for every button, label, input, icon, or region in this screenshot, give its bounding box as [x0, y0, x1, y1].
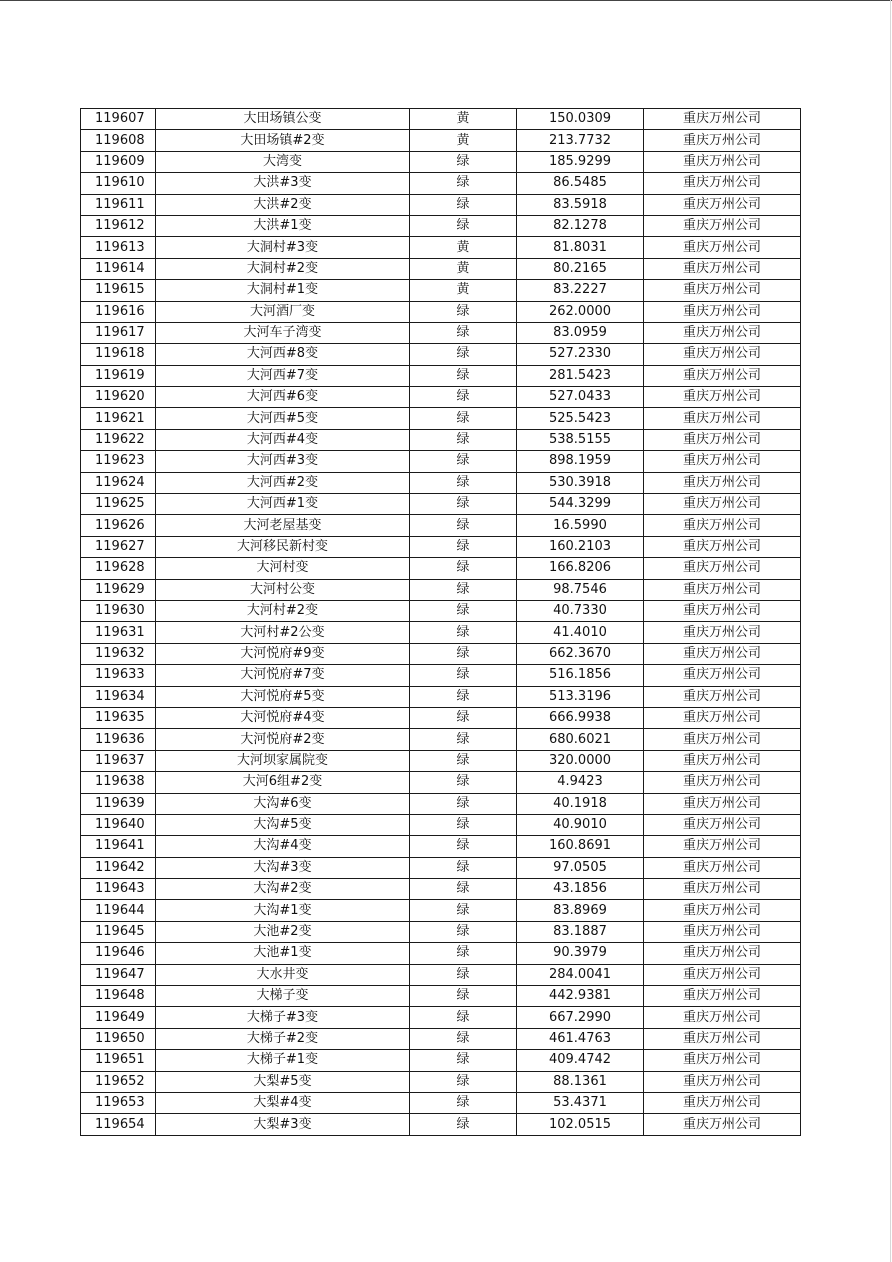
cell-name: 大河老屋基变 — [156, 515, 410, 536]
table-row — [81, 943, 801, 964]
cell-level: 绿 — [410, 1028, 517, 1049]
cell-id: 119613 — [81, 237, 156, 258]
cell-company: 重庆万州公司 — [644, 1007, 801, 1028]
cell-name: 大河西#1变 — [156, 494, 410, 515]
cell-level: 绿 — [410, 515, 517, 536]
table-row — [81, 686, 801, 707]
cell-id: 119607 — [81, 109, 156, 130]
cell-value: 667.2990 — [517, 1007, 644, 1028]
table-row — [81, 408, 801, 429]
page-edge-rule — [890, 0, 891, 1262]
cell-company: 重庆万州公司 — [644, 1114, 801, 1135]
cell-company: 重庆万州公司 — [644, 600, 801, 621]
cell-company: 重庆万州公司 — [644, 943, 801, 964]
cell-name: 大洞村#3变 — [156, 237, 410, 258]
cell-name: 大河悦府#9变 — [156, 643, 410, 664]
cell-name: 大沟#1变 — [156, 900, 410, 921]
table-row — [81, 558, 801, 579]
cell-company: 重庆万州公司 — [644, 215, 801, 236]
table-row — [81, 344, 801, 365]
table-row — [81, 173, 801, 194]
cell-level: 绿 — [410, 921, 517, 942]
cell-value: 538.5155 — [517, 429, 644, 450]
cell-company: 重庆万州公司 — [644, 558, 801, 579]
cell-company: 重庆万州公司 — [644, 921, 801, 942]
cell-id: 119615 — [81, 280, 156, 301]
cell-value: 525.5423 — [517, 408, 644, 429]
cell-name: 大洞村#1变 — [156, 280, 410, 301]
cell-id: 119646 — [81, 943, 156, 964]
table-row — [81, 793, 801, 814]
table-row — [81, 814, 801, 835]
table-row — [81, 579, 801, 600]
cell-id: 119628 — [81, 558, 156, 579]
cell-company: 重庆万州公司 — [644, 451, 801, 472]
cell-value: 513.3196 — [517, 686, 644, 707]
cell-value: 150.0309 — [517, 109, 644, 130]
cell-value: 41.4010 — [517, 622, 644, 643]
cell-level: 绿 — [410, 344, 517, 365]
cell-id: 119614 — [81, 258, 156, 279]
cell-name: 大河坝家属院变 — [156, 750, 410, 771]
cell-id: 119621 — [81, 408, 156, 429]
cell-id: 119642 — [81, 857, 156, 878]
cell-name: 大梨#3变 — [156, 1114, 410, 1135]
cell-name: 大梯子#2变 — [156, 1028, 410, 1049]
cell-level: 绿 — [410, 194, 517, 215]
cell-id: 119616 — [81, 301, 156, 322]
cell-id: 119620 — [81, 387, 156, 408]
cell-company: 重庆万州公司 — [644, 857, 801, 878]
cell-name: 大梯子变 — [156, 986, 410, 1007]
cell-name: 大河西#2变 — [156, 472, 410, 493]
cell-name: 大河悦府#7变 — [156, 665, 410, 686]
cell-level: 绿 — [410, 387, 517, 408]
cell-id: 119629 — [81, 579, 156, 600]
cell-company: 重庆万州公司 — [644, 194, 801, 215]
table-row — [81, 665, 801, 686]
cell-level: 绿 — [410, 665, 517, 686]
cell-name: 大河西#7变 — [156, 365, 410, 386]
cell-value: 461.4763 — [517, 1028, 644, 1049]
cell-value: 82.1278 — [517, 215, 644, 236]
cell-id: 119627 — [81, 536, 156, 557]
cell-id: 119654 — [81, 1114, 156, 1135]
cell-value: 86.5485 — [517, 173, 644, 194]
table-row — [81, 130, 801, 151]
table-row — [81, 729, 801, 750]
table-row — [81, 836, 801, 857]
cell-id: 119611 — [81, 194, 156, 215]
cell-name: 大梨#4变 — [156, 1092, 410, 1113]
cell-id: 119649 — [81, 1007, 156, 1028]
table-row — [81, 301, 801, 322]
cell-name: 大河村#2公变 — [156, 622, 410, 643]
cell-level: 绿 — [410, 750, 517, 771]
cell-id: 119644 — [81, 900, 156, 921]
cell-level: 绿 — [410, 986, 517, 1007]
cell-id: 119609 — [81, 151, 156, 172]
cell-id: 119647 — [81, 964, 156, 985]
cell-value: 83.5918 — [517, 194, 644, 215]
cell-name: 大田场镇公变 — [156, 109, 410, 130]
cell-name: 大河悦府#4变 — [156, 707, 410, 728]
cell-value: 213.7732 — [517, 130, 644, 151]
cell-name: 大河西#8变 — [156, 344, 410, 365]
cell-company: 重庆万州公司 — [644, 686, 801, 707]
cell-id: 119641 — [81, 836, 156, 857]
cell-company: 重庆万州公司 — [644, 1071, 801, 1092]
cell-company: 重庆万州公司 — [644, 429, 801, 450]
cell-name: 大梯子#1变 — [156, 1050, 410, 1071]
table-row — [81, 387, 801, 408]
cell-level: 绿 — [410, 793, 517, 814]
table-row — [81, 1114, 801, 1135]
cell-level: 绿 — [410, 964, 517, 985]
cell-id: 119638 — [81, 772, 156, 793]
cell-name: 大河西#3变 — [156, 451, 410, 472]
cell-company: 重庆万州公司 — [644, 515, 801, 536]
table-row — [81, 1092, 801, 1113]
cell-id: 119622 — [81, 429, 156, 450]
table-row — [81, 1007, 801, 1028]
cell-name: 大梨#5变 — [156, 1071, 410, 1092]
table-row — [81, 494, 801, 515]
cell-value: 409.4742 — [517, 1050, 644, 1071]
cell-value: 527.2330 — [517, 344, 644, 365]
cell-value: 160.8691 — [517, 836, 644, 857]
cell-company: 重庆万州公司 — [644, 665, 801, 686]
cell-id: 119652 — [81, 1071, 156, 1092]
cell-level: 绿 — [410, 900, 517, 921]
cell-level: 绿 — [410, 1071, 517, 1092]
cell-value: 166.8206 — [517, 558, 644, 579]
cell-company: 重庆万州公司 — [644, 237, 801, 258]
cell-company: 重庆万州公司 — [644, 772, 801, 793]
cell-company: 重庆万州公司 — [644, 387, 801, 408]
cell-name: 大洪#1变 — [156, 215, 410, 236]
cell-company: 重庆万州公司 — [644, 900, 801, 921]
table-row — [81, 109, 801, 130]
cell-value: 185.9299 — [517, 151, 644, 172]
cell-company: 重庆万州公司 — [644, 173, 801, 194]
cell-value: 40.9010 — [517, 814, 644, 835]
cell-value: 530.3918 — [517, 472, 644, 493]
cell-id: 119634 — [81, 686, 156, 707]
cell-level: 绿 — [410, 643, 517, 664]
cell-company: 重庆万州公司 — [644, 301, 801, 322]
table-row — [81, 1028, 801, 1049]
cell-value: 284.0041 — [517, 964, 644, 985]
cell-id: 119650 — [81, 1028, 156, 1049]
cell-level: 绿 — [410, 707, 517, 728]
cell-value: 83.0959 — [517, 322, 644, 343]
cell-value: 83.2227 — [517, 280, 644, 301]
cell-level: 绿 — [410, 857, 517, 878]
cell-id: 119645 — [81, 921, 156, 942]
cell-value: 320.0000 — [517, 750, 644, 771]
cell-name: 大河村变 — [156, 558, 410, 579]
cell-company: 重庆万州公司 — [644, 151, 801, 172]
cell-id: 119639 — [81, 793, 156, 814]
cell-name: 大河西#6变 — [156, 387, 410, 408]
cell-company: 重庆万州公司 — [644, 130, 801, 151]
cell-id: 119653 — [81, 1092, 156, 1113]
cell-level: 绿 — [410, 301, 517, 322]
table-row — [81, 879, 801, 900]
cell-value: 666.9938 — [517, 707, 644, 728]
cell-id: 119635 — [81, 707, 156, 728]
cell-name: 大沟#4变 — [156, 836, 410, 857]
cell-company: 重庆万州公司 — [644, 1050, 801, 1071]
cell-name: 大沟#6变 — [156, 793, 410, 814]
cell-level: 绿 — [410, 1050, 517, 1071]
cell-level: 绿 — [410, 879, 517, 900]
cell-level: 绿 — [410, 536, 517, 557]
cell-name: 大河6组#2变 — [156, 772, 410, 793]
cell-company: 重庆万州公司 — [644, 879, 801, 900]
cell-level: 黄 — [410, 280, 517, 301]
cell-value: 81.8031 — [517, 237, 644, 258]
cell-name: 大沟#5变 — [156, 814, 410, 835]
cell-id: 119619 — [81, 365, 156, 386]
cell-name: 大河西#4变 — [156, 429, 410, 450]
table-row — [81, 472, 801, 493]
cell-id: 119640 — [81, 814, 156, 835]
table-row — [81, 151, 801, 172]
cell-value: 40.1918 — [517, 793, 644, 814]
cell-name: 大河酒厂变 — [156, 301, 410, 322]
cell-company: 重庆万州公司 — [644, 579, 801, 600]
cell-company: 重庆万州公司 — [644, 793, 801, 814]
cell-company: 重庆万州公司 — [644, 258, 801, 279]
table-row — [81, 622, 801, 643]
cell-value: 662.3670 — [517, 643, 644, 664]
cell-name: 大河村#2变 — [156, 600, 410, 621]
cell-id: 119612 — [81, 215, 156, 236]
cell-company: 重庆万州公司 — [644, 408, 801, 429]
cell-name: 大湾变 — [156, 151, 410, 172]
table-row — [81, 857, 801, 878]
cell-value: 53.4371 — [517, 1092, 644, 1113]
cell-id: 119608 — [81, 130, 156, 151]
cell-company: 重庆万州公司 — [644, 494, 801, 515]
cell-name: 大沟#3变 — [156, 857, 410, 878]
cell-level: 绿 — [410, 729, 517, 750]
cell-name: 大洪#3变 — [156, 173, 410, 194]
cell-value: 40.7330 — [517, 600, 644, 621]
cell-level: 绿 — [410, 943, 517, 964]
table-row — [81, 280, 801, 301]
cell-name: 大池#1变 — [156, 943, 410, 964]
cell-id: 119625 — [81, 494, 156, 515]
cell-company: 重庆万州公司 — [644, 344, 801, 365]
cell-id: 119617 — [81, 322, 156, 343]
cell-level: 黄 — [410, 237, 517, 258]
cell-company: 重庆万州公司 — [644, 836, 801, 857]
table-row — [81, 600, 801, 621]
cell-name: 大河村公变 — [156, 579, 410, 600]
cell-company: 重庆万州公司 — [644, 707, 801, 728]
table-row — [81, 215, 801, 236]
cell-id: 119637 — [81, 750, 156, 771]
cell-id: 119643 — [81, 879, 156, 900]
cell-name: 大河悦府#2变 — [156, 729, 410, 750]
cell-value: 281.5423 — [517, 365, 644, 386]
cell-level: 绿 — [410, 622, 517, 643]
table-row — [81, 322, 801, 343]
cell-value: 97.0505 — [517, 857, 644, 878]
cell-id: 119631 — [81, 622, 156, 643]
cell-company: 重庆万州公司 — [644, 750, 801, 771]
cell-company: 重庆万州公司 — [644, 986, 801, 1007]
table-row — [81, 900, 801, 921]
cell-id: 119626 — [81, 515, 156, 536]
cell-name: 大沟#2变 — [156, 879, 410, 900]
cell-company: 重庆万州公司 — [644, 643, 801, 664]
cell-id: 119633 — [81, 665, 156, 686]
cell-name: 大田场镇#2变 — [156, 130, 410, 151]
table-row — [81, 536, 801, 557]
cell-level: 绿 — [410, 1007, 517, 1028]
cell-name: 大洞村#2变 — [156, 258, 410, 279]
transformer-table — [80, 108, 801, 1136]
table-row — [81, 237, 801, 258]
cell-level: 绿 — [410, 558, 517, 579]
table-body — [81, 109, 801, 1136]
cell-name: 大河西#5变 — [156, 408, 410, 429]
cell-level: 绿 — [410, 408, 517, 429]
cell-level: 绿 — [410, 472, 517, 493]
table-row — [81, 429, 801, 450]
cell-value: 16.5990 — [517, 515, 644, 536]
cell-value: 262.0000 — [517, 301, 644, 322]
cell-level: 黄 — [410, 109, 517, 130]
cell-value: 527.0433 — [517, 387, 644, 408]
cell-level: 绿 — [410, 494, 517, 515]
cell-company: 重庆万州公司 — [644, 814, 801, 835]
cell-level: 绿 — [410, 814, 517, 835]
cell-value: 4.9423 — [517, 772, 644, 793]
cell-id: 119624 — [81, 472, 156, 493]
cell-id: 119618 — [81, 344, 156, 365]
table-row — [81, 258, 801, 279]
cell-value: 680.6021 — [517, 729, 644, 750]
cell-level: 黄 — [410, 130, 517, 151]
cell-level: 绿 — [410, 429, 517, 450]
cell-value: 160.2103 — [517, 536, 644, 557]
table-row — [81, 365, 801, 386]
cell-level: 绿 — [410, 836, 517, 857]
cell-id: 119610 — [81, 173, 156, 194]
cell-name: 大河车子湾变 — [156, 322, 410, 343]
table-row — [81, 986, 801, 1007]
cell-level: 绿 — [410, 772, 517, 793]
cell-id: 119623 — [81, 451, 156, 472]
cell-name: 大洪#2变 — [156, 194, 410, 215]
cell-level: 绿 — [410, 600, 517, 621]
cell-company: 重庆万州公司 — [644, 109, 801, 130]
cell-id: 119651 — [81, 1050, 156, 1071]
cell-company: 重庆万州公司 — [644, 729, 801, 750]
cell-id: 119630 — [81, 600, 156, 621]
cell-company: 重庆万州公司 — [644, 1092, 801, 1113]
cell-value: 88.1361 — [517, 1071, 644, 1092]
table-row — [81, 194, 801, 215]
cell-name: 大河悦府#5变 — [156, 686, 410, 707]
table-row — [81, 707, 801, 728]
cell-level: 绿 — [410, 215, 517, 236]
cell-value: 90.3979 — [517, 943, 644, 964]
cell-level: 绿 — [410, 1092, 517, 1113]
cell-level: 绿 — [410, 365, 517, 386]
cell-company: 重庆万州公司 — [644, 536, 801, 557]
table-row — [81, 921, 801, 942]
cell-company: 重庆万州公司 — [644, 1028, 801, 1049]
cell-value: 83.1887 — [517, 921, 644, 942]
cell-level: 黄 — [410, 258, 517, 279]
page-top-rule — [0, 0, 892, 1]
cell-value: 83.8969 — [517, 900, 644, 921]
cell-value: 98.7546 — [517, 579, 644, 600]
table-row — [81, 772, 801, 793]
cell-name: 大河移民新村变 — [156, 536, 410, 557]
cell-value: 80.2165 — [517, 258, 644, 279]
cell-name: 大池#2变 — [156, 921, 410, 942]
cell-value: 43.1856 — [517, 879, 644, 900]
table-row — [81, 451, 801, 472]
cell-level: 绿 — [410, 322, 517, 343]
cell-company: 重庆万州公司 — [644, 322, 801, 343]
cell-value: 102.0515 — [517, 1114, 644, 1135]
cell-value: 544.3299 — [517, 494, 644, 515]
cell-company: 重庆万州公司 — [644, 472, 801, 493]
cell-company: 重庆万州公司 — [644, 365, 801, 386]
cell-level: 绿 — [410, 451, 517, 472]
cell-name: 大梯子#3变 — [156, 1007, 410, 1028]
cell-id: 119632 — [81, 643, 156, 664]
table-row — [81, 515, 801, 536]
table-row — [81, 964, 801, 985]
table-row — [81, 643, 801, 664]
table-row — [81, 750, 801, 771]
cell-id: 119648 — [81, 986, 156, 1007]
cell-level: 绿 — [410, 1114, 517, 1135]
cell-name: 大水井变 — [156, 964, 410, 985]
table-row — [81, 1050, 801, 1071]
cell-level: 绿 — [410, 151, 517, 172]
cell-company: 重庆万州公司 — [644, 964, 801, 985]
cell-level: 绿 — [410, 686, 517, 707]
cell-company: 重庆万州公司 — [644, 622, 801, 643]
cell-id: 119636 — [81, 729, 156, 750]
table-row — [81, 1071, 801, 1092]
cell-value: 898.1959 — [517, 451, 644, 472]
cell-level: 绿 — [410, 579, 517, 600]
cell-value: 516.1856 — [517, 665, 644, 686]
cell-company: 重庆万州公司 — [644, 280, 801, 301]
cell-value: 442.9381 — [517, 986, 644, 1007]
cell-level: 绿 — [410, 173, 517, 194]
